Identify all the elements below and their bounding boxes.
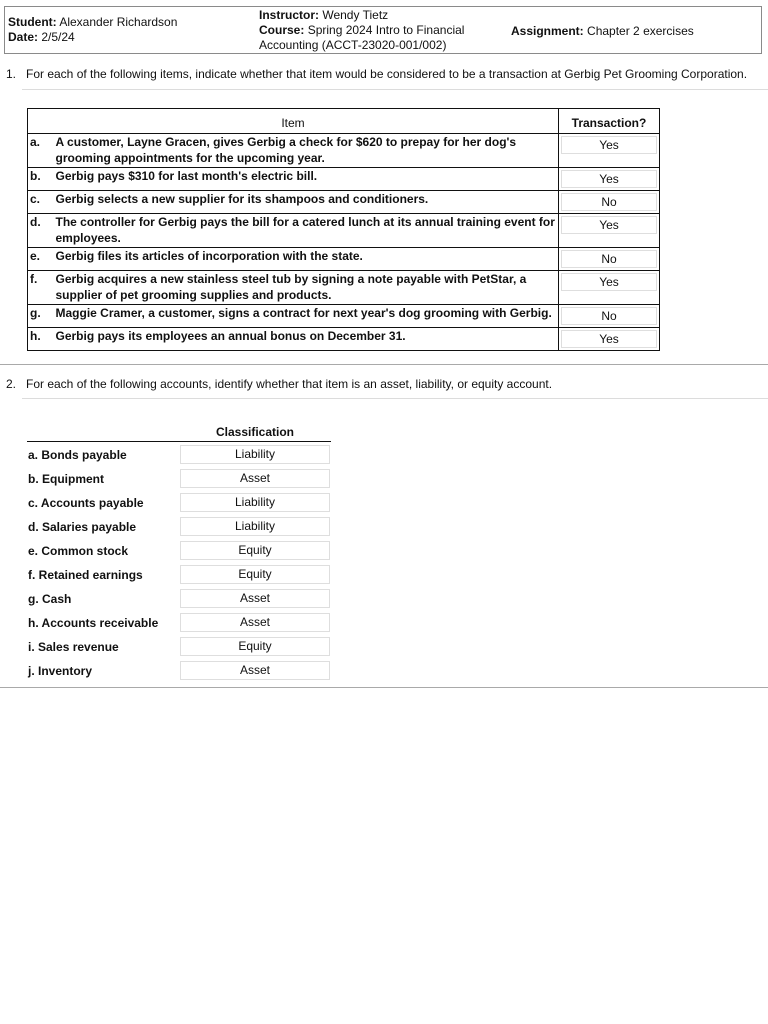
- assignment-header: [4, 6, 762, 54]
- table-row: [28, 134, 660, 168]
- account-label: a. Bonds payable: [28, 448, 127, 462]
- section-divider: [0, 687, 768, 688]
- student-name: Alexander Richardson: [59, 15, 178, 29]
- table-row: [28, 168, 660, 191]
- column-header-item: Item: [28, 109, 559, 134]
- account-label: c. Accounts payable: [28, 496, 144, 510]
- classification-answer-field[interactable]: Asset: [180, 589, 330, 608]
- table-row: [28, 305, 660, 328]
- classification-answer-field[interactable]: Liability: [180, 493, 330, 512]
- assignment-name: Chapter 2 exercises: [587, 24, 694, 38]
- date-value: 2/5/24: [41, 30, 75, 44]
- column-header-classification: Classification: [215, 425, 295, 439]
- header-underline: [27, 441, 331, 442]
- classification-answer-field[interactable]: Equity: [180, 637, 330, 656]
- question-1-text: For each of the following items, indicate whether that item would be considered to be a transaction at Gerbig Pet Grooming Corporation.: [26, 67, 748, 81]
- account-label: g. Cash: [28, 592, 72, 606]
- table-row: [28, 248, 660, 271]
- row-letter: a.: [28, 134, 56, 168]
- row-letter: c.: [28, 191, 56, 214]
- classification-row: [27, 540, 331, 560]
- transaction-answer-field[interactable]: Yes: [561, 136, 657, 154]
- table-row: [28, 328, 660, 351]
- assignment-label: Assignment:: [511, 24, 584, 38]
- classification-row: [27, 660, 331, 680]
- question-2-prompt: [6, 377, 552, 391]
- account-label: h. Accounts receivable: [28, 616, 159, 630]
- instructor-info: [259, 8, 489, 53]
- row-letter: h.: [28, 328, 56, 351]
- transaction-answer-field[interactable]: No: [561, 250, 657, 268]
- question-1-prompt: [6, 67, 747, 81]
- column-header-transaction: Transaction?: [559, 109, 660, 134]
- transaction-answer-field[interactable]: Yes: [561, 273, 657, 291]
- student-info: [8, 15, 177, 45]
- row-item-text: Gerbig acquires a new stainless steel tub by signing a note payable with PetStar, a supplier of pet grooming supplies and products.: [56, 271, 559, 305]
- account-label: e. Common stock: [28, 544, 129, 558]
- table-row: [28, 271, 660, 305]
- row-item-text: Gerbig pays $310 for last month's electric bill.: [56, 168, 559, 191]
- row-letter: d.: [28, 214, 56, 248]
- row-item-text: Gerbig files its articles of incorporation with the state.: [56, 248, 559, 271]
- row-item-text: Gerbig selects a new supplier for its shampoos and conditioners.: [56, 191, 559, 214]
- table-row: [28, 191, 660, 214]
- instructor-name: Wendy Tietz: [322, 8, 389, 22]
- transaction-answer-field[interactable]: No: [561, 307, 657, 325]
- row-item-text: Maggie Cramer, a customer, signs a contract for next year's dog grooming with Gerbig.: [56, 305, 559, 328]
- account-label: i. Sales revenue: [28, 640, 119, 654]
- row-letter: g.: [28, 305, 56, 328]
- classification-row: [27, 612, 331, 632]
- classification-row: [27, 588, 331, 608]
- course-name: Spring 2024 Intro to Financial Accounting (ACCT-23020-001/002): [259, 23, 465, 52]
- classification-row: [27, 564, 331, 584]
- classification-answer-field[interactable]: Asset: [180, 469, 330, 488]
- table-header-row: [28, 109, 660, 134]
- classification-answer-field[interactable]: Asset: [180, 613, 330, 632]
- transaction-answer-field[interactable]: Yes: [561, 216, 657, 234]
- classification-answer-field[interactable]: Equity: [180, 565, 330, 584]
- transaction-table: [27, 108, 660, 351]
- row-letter: b.: [28, 168, 56, 191]
- classification-row: [27, 636, 331, 656]
- row-item-text: The controller for Gerbig pays the bill for a catered lunch at its annual training event for employees.: [56, 214, 559, 248]
- classification-answer-field[interactable]: Equity: [180, 541, 330, 560]
- row-letter: e.: [28, 248, 56, 271]
- account-label: f. Retained earnings: [28, 568, 143, 582]
- classification-row: [27, 492, 331, 512]
- date-label: Date:: [8, 30, 39, 44]
- course-label: Course:: [259, 23, 305, 37]
- assignment-info: [511, 24, 694, 39]
- question-2-text: For each of the following accounts, identify whether that item is an asset, liability, or equity account.: [26, 377, 553, 391]
- classification-answer-field[interactable]: Liability: [180, 445, 330, 464]
- classification-row: [27, 468, 331, 488]
- classification-answer-field[interactable]: Asset: [180, 661, 330, 680]
- classification-answer-field[interactable]: Liability: [180, 517, 330, 536]
- transaction-answer-field[interactable]: Yes: [561, 330, 657, 348]
- section-divider: [0, 364, 768, 365]
- classification-row: [27, 444, 331, 464]
- row-letter: f.: [28, 271, 56, 305]
- account-label: d. Salaries payable: [28, 520, 137, 534]
- question-1-number: 1.: [6, 67, 17, 81]
- instructor-label: Instructor:: [259, 8, 319, 22]
- row-item-text: A customer, Layne Gracen, gives Gerbig a check for $620 to prepay for her dog's grooming appointments for the upcoming year.: [56, 134, 559, 168]
- classification-row: [27, 516, 331, 536]
- transaction-answer-field[interactable]: Yes: [561, 170, 657, 188]
- question-2-number: 2.: [6, 377, 17, 391]
- row-item-text: Gerbig pays its employees an annual bonus on December 31.: [56, 328, 559, 351]
- account-label: j. Inventory: [28, 664, 93, 678]
- student-label: Student:: [8, 15, 57, 29]
- table-row: [28, 214, 660, 248]
- transaction-answer-field[interactable]: No: [561, 193, 657, 211]
- divider: [22, 89, 768, 90]
- account-label: b. Equipment: [28, 472, 104, 486]
- divider: [22, 398, 768, 399]
